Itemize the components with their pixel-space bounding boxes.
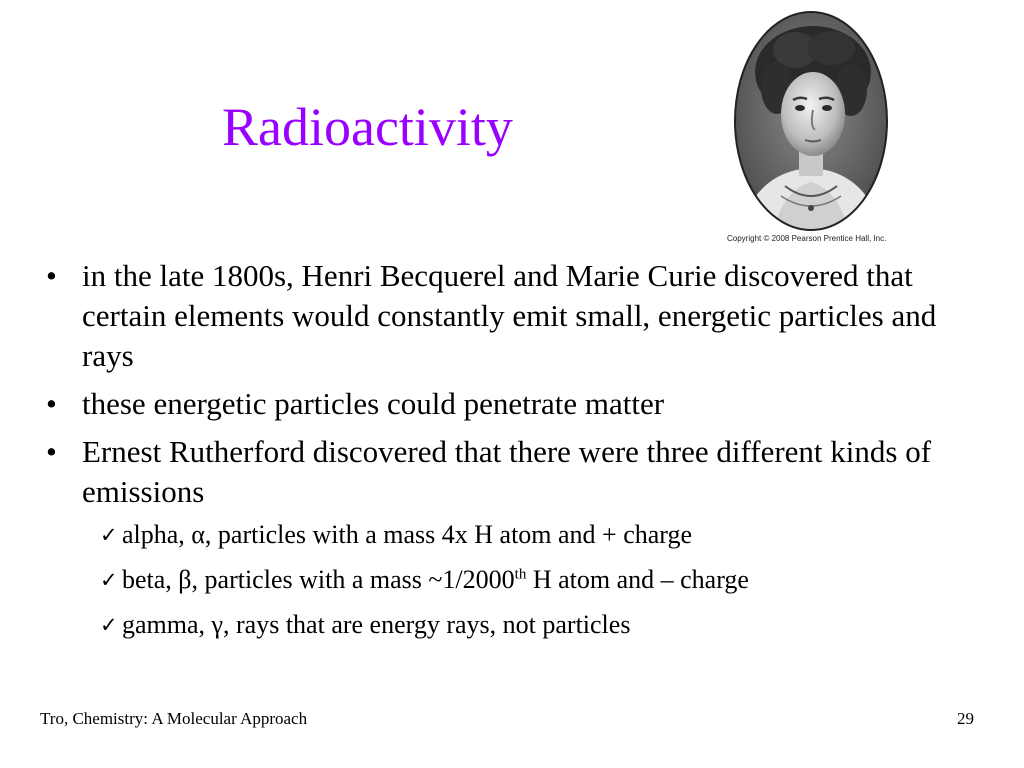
bullet-item [40, 432, 990, 642]
slide-title: Radioactivity [222, 97, 513, 157]
bullet-text: Ernest Rutherford discovered that there were three different kinds of emissions [82, 434, 932, 509]
bullet-dot-icon: • [46, 386, 57, 421]
bullet-item [40, 384, 990, 424]
sub-bullet-text: beta, β, particles with a mass ~1/2000 [122, 565, 515, 594]
sub-bullet-text-end: H atom and – charge [526, 565, 749, 594]
superscript-th: th [514, 566, 527, 583]
bullet-text: in the late 1800s, Henri Becquerel and Marie Curie discovered that certain elements would constantly emit small, energetic particles and rays [82, 258, 937, 373]
bullet-dot-icon: • [46, 258, 57, 293]
checkmark-icon: ✓ [100, 613, 118, 637]
sub-bullet-alpha [100, 518, 990, 552]
sub-bullet-beta [100, 563, 990, 597]
sub-bullet-text: gamma, γ, rays that are energy rays, not particles [122, 610, 631, 639]
portrait-image [733, 10, 889, 232]
footer-source: Tro, Chemistry: A Molecular Approach [40, 709, 308, 728]
bullet-item [40, 256, 990, 376]
marie-curie-portrait [733, 10, 889, 232]
sub-bullet-gamma [100, 608, 990, 642]
sub-bullet-text: alpha, α, particles with a mass 4x H atom and + charge [122, 520, 693, 549]
checkmark-icon: ✓ [100, 523, 118, 547]
sub-bullet-list [82, 518, 990, 642]
bullet-dot-icon: • [46, 434, 57, 469]
bullet-list [40, 256, 990, 653]
bullet-text: these energetic particles could penetrate matter [82, 386, 665, 421]
slide-number: 29 [957, 709, 974, 728]
checkmark-icon: ✓ [100, 568, 118, 592]
image-copyright: Copyright © 2008 Pearson Prentice Hall, Inc. [727, 234, 887, 243]
